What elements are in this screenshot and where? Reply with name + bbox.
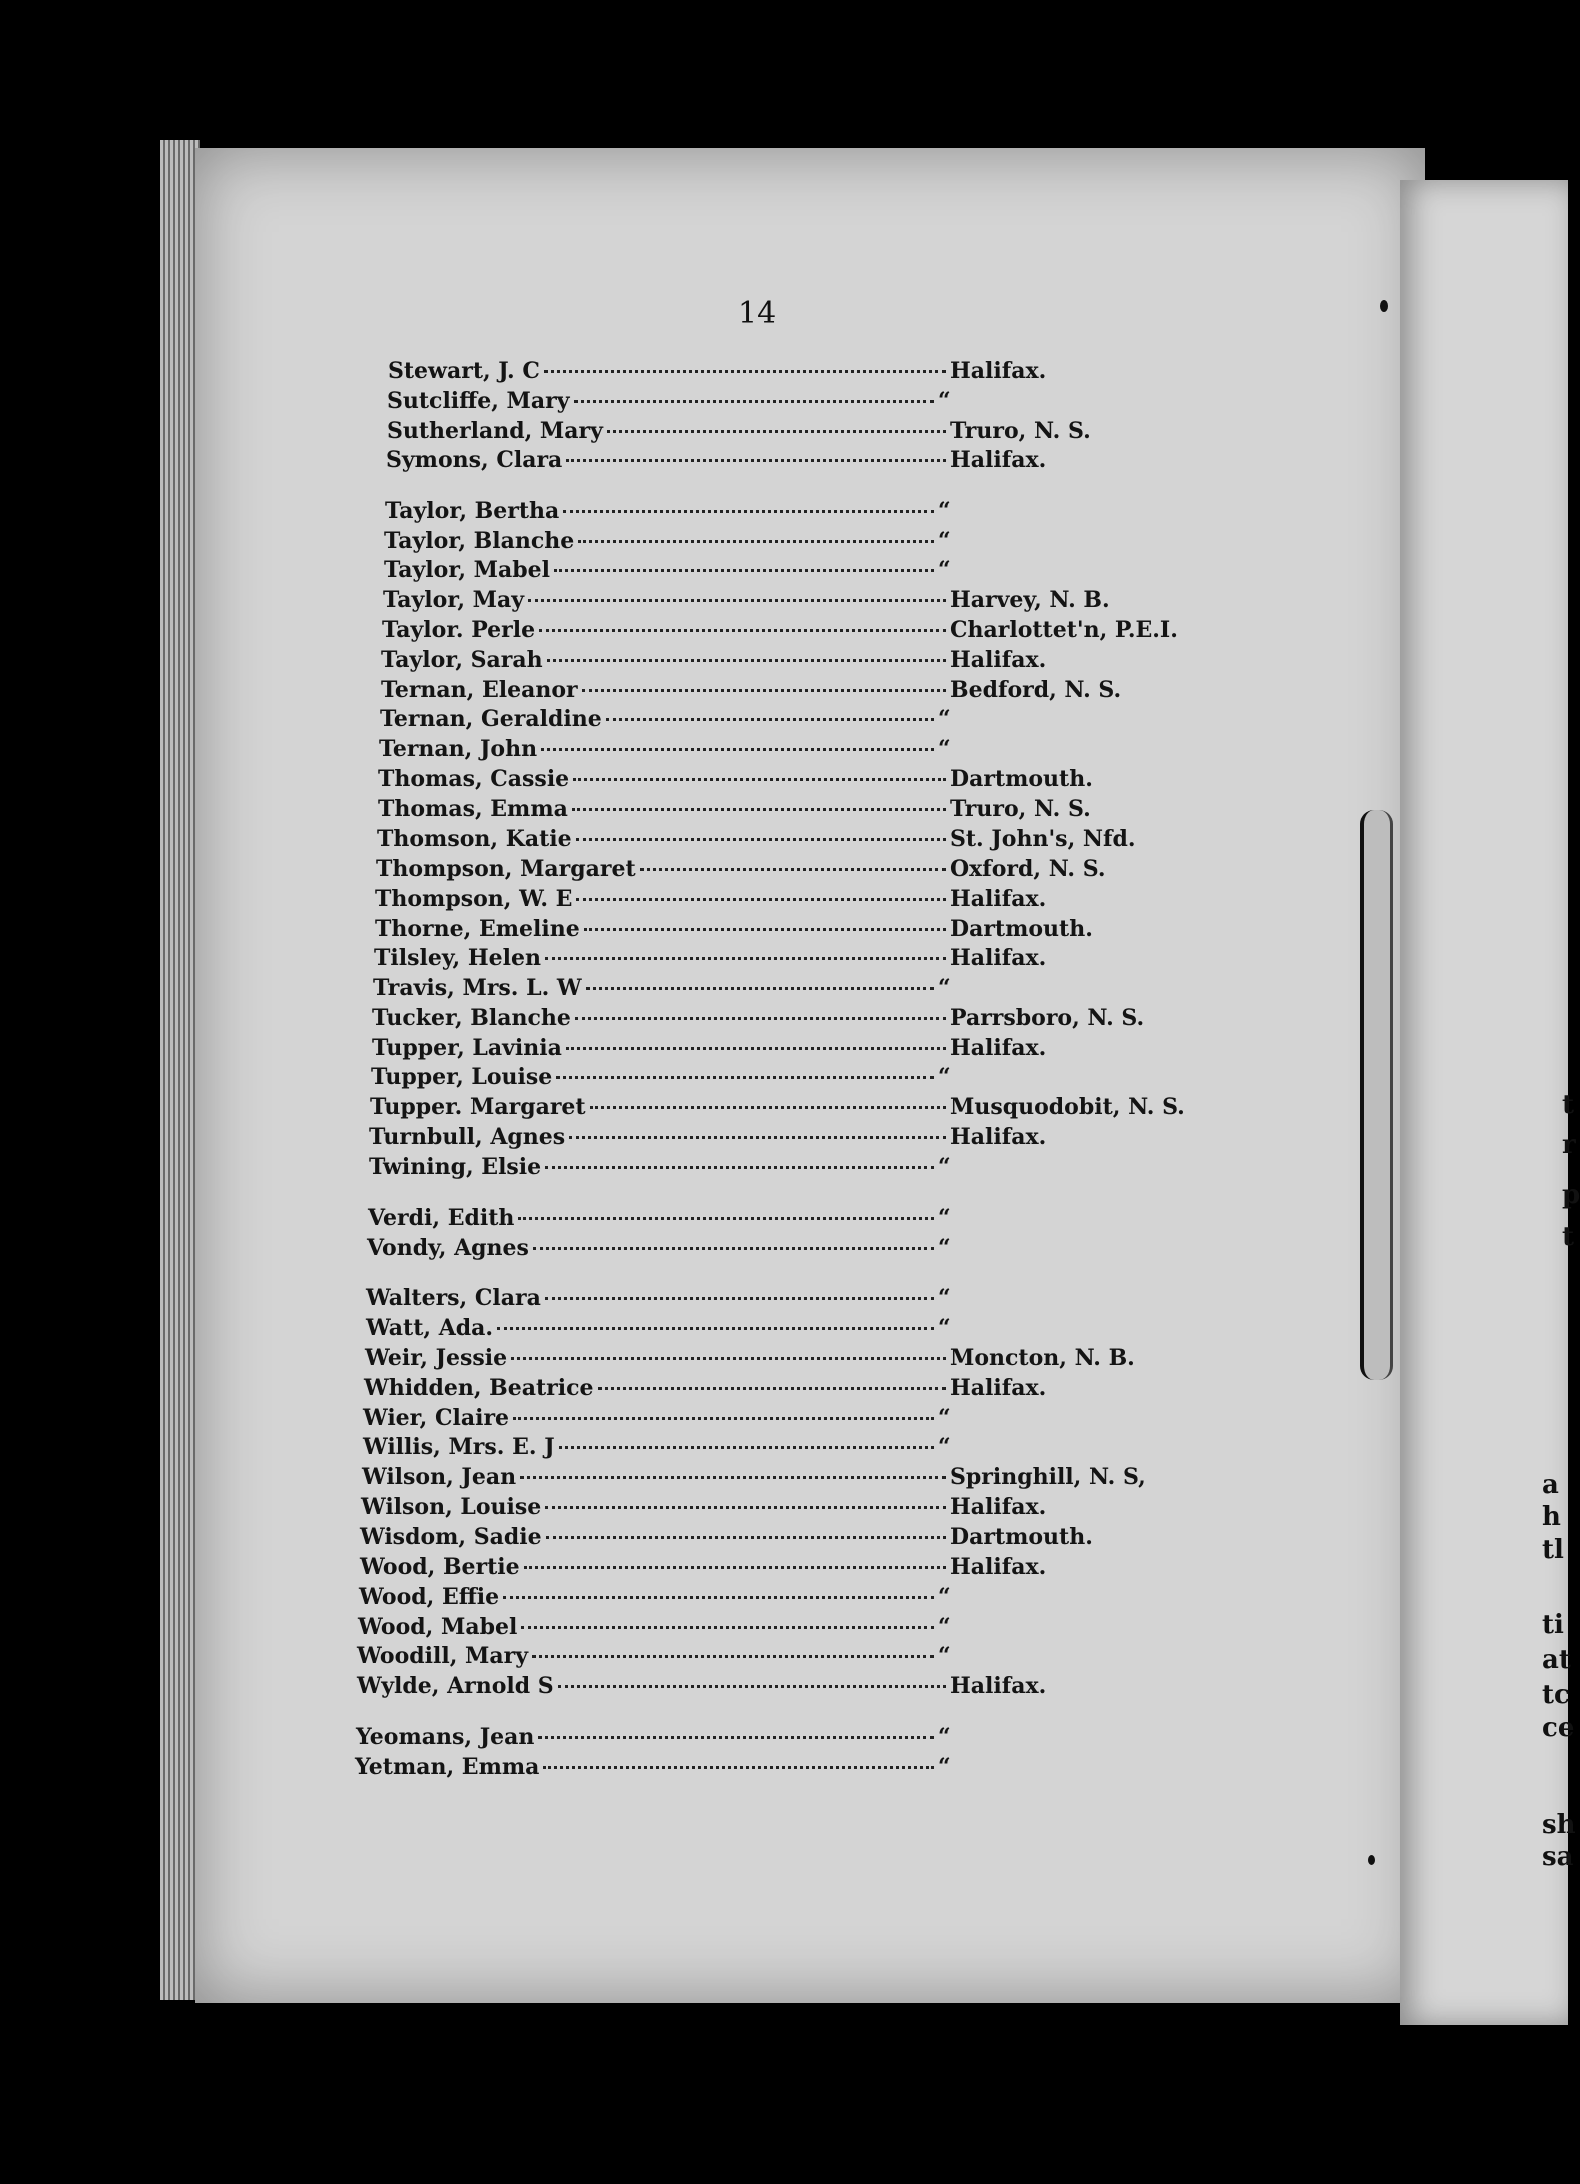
entry-name: Travis, Mrs. L. W xyxy=(373,975,582,1001)
entry-name: Thompson, W. E xyxy=(375,886,573,912)
dot-leader xyxy=(573,778,946,781)
entry-name: Taylor, Bertha xyxy=(385,498,560,524)
entry-place: Truro, N. S. xyxy=(950,418,1091,444)
list-item xyxy=(363,1434,1243,1464)
entry-name: Wilson, Jean xyxy=(362,1464,517,1490)
dot-leader xyxy=(546,1536,946,1539)
entry-place: “ xyxy=(938,528,951,554)
entry-name: Symons, Clara xyxy=(386,447,563,473)
list-item xyxy=(370,1094,1250,1124)
dot-leader xyxy=(606,718,934,721)
entry-name: Tupper. Margaret xyxy=(370,1094,586,1120)
entry-place: Dartmouth. xyxy=(950,916,1093,942)
facing-page-fragment: t xyxy=(1562,1222,1575,1252)
dot-leader xyxy=(545,957,946,960)
dot-leader xyxy=(607,430,946,433)
entry-place: Halifax. xyxy=(950,886,1047,912)
dot-leader xyxy=(544,370,946,373)
entry-name: Willis, Mrs. E. J xyxy=(363,1434,555,1460)
facing-page xyxy=(1400,180,1568,2025)
dot-leader xyxy=(554,569,934,572)
dot-leader xyxy=(503,1596,934,1599)
list-item xyxy=(369,1124,1249,1154)
entry-name: Taylor, May xyxy=(383,587,525,613)
list-item xyxy=(365,1345,1245,1375)
dot-leader xyxy=(524,1566,946,1569)
list-item xyxy=(376,856,1256,886)
entry-place: Halifax. xyxy=(950,1494,1047,1520)
dot-leader xyxy=(539,629,946,632)
dot-leader xyxy=(590,1106,946,1109)
list-item xyxy=(366,1285,1246,1315)
entry-name: Wier, Claire xyxy=(363,1405,510,1431)
list-item xyxy=(381,677,1261,707)
facing-page-fragment: sa xyxy=(1542,1842,1574,1872)
entry-place: Bedford, N. S. xyxy=(950,677,1122,703)
facing-page-fragment: h xyxy=(1542,1502,1561,1532)
facing-page-fragment: ce xyxy=(1542,1713,1575,1743)
entry-place: “ xyxy=(938,1205,951,1231)
entry-place: “ xyxy=(938,706,951,732)
list-item xyxy=(375,916,1255,946)
entry-place: Dartmouth. xyxy=(950,766,1093,792)
entry-place: “ xyxy=(938,1724,951,1750)
dot-leader xyxy=(582,689,946,692)
list-item xyxy=(366,1315,1246,1345)
list-item xyxy=(384,528,1264,558)
list-item xyxy=(361,1494,1241,1524)
entry-place: Halifax. xyxy=(950,447,1047,473)
entry-name: Thorne, Emeline xyxy=(375,916,580,942)
dot-leader xyxy=(563,510,934,513)
dot-leader xyxy=(576,898,946,901)
facing-page-fragment: tl xyxy=(1542,1535,1564,1565)
entry-place: Dartmouth. xyxy=(950,1524,1093,1550)
entry-name: Ternan, John xyxy=(379,736,538,762)
list-item xyxy=(362,1464,1242,1494)
facing-page-fragment: sh xyxy=(1542,1810,1576,1840)
facing-page-fragment: t xyxy=(1562,1090,1575,1120)
list-item xyxy=(373,975,1253,1005)
entry-name: Whidden, Beatrice xyxy=(364,1375,594,1401)
dot-leader xyxy=(513,1417,934,1420)
dot-leader xyxy=(566,459,946,462)
entry-name: Wylde, Arnold S xyxy=(357,1673,554,1699)
list-item xyxy=(388,358,1268,388)
entry-name: Tupper, Lavinia xyxy=(372,1035,562,1061)
list-item xyxy=(364,1375,1244,1405)
entry-place: Oxford, N. S. xyxy=(950,856,1106,882)
entry-name: Stewart, J. C xyxy=(388,358,540,384)
entry-name: Thomas, Emma xyxy=(378,796,568,822)
dot-leader xyxy=(584,928,946,931)
dot-leader xyxy=(569,1136,946,1139)
entry-place: “ xyxy=(938,388,951,414)
entry-place: “ xyxy=(938,1434,951,1460)
list-item xyxy=(360,1554,1240,1584)
entry-name: Ternan, Geraldine xyxy=(380,706,602,732)
entry-name: Walters, Clara xyxy=(366,1285,541,1311)
dot-leader xyxy=(566,1047,946,1050)
list-item xyxy=(372,1035,1252,1065)
list-item xyxy=(360,1524,1240,1554)
entry-name: Yeomans, Jean xyxy=(356,1724,535,1750)
list-item xyxy=(386,447,1266,477)
page-number: 14 xyxy=(738,296,777,331)
entry-name: Taylor, Mabel xyxy=(384,557,550,583)
entry-place: “ xyxy=(938,1754,951,1780)
dot-leader xyxy=(533,1247,934,1250)
dot-leader xyxy=(520,1476,946,1479)
facing-page-fragment: tc xyxy=(1542,1680,1570,1710)
entry-name: Wood, Effie xyxy=(359,1584,500,1610)
dot-leader xyxy=(586,987,934,990)
entry-place: Halifax. xyxy=(950,358,1047,384)
dot-leader xyxy=(545,1297,934,1300)
dot-leader xyxy=(598,1387,947,1390)
entry-place: Charlottet'n, P.E.I. xyxy=(950,617,1178,643)
entry-name: Turnbull, Agnes xyxy=(369,1124,566,1150)
entry-place: “ xyxy=(938,1643,951,1669)
entry-place: Halifax. xyxy=(950,1124,1047,1150)
list-item xyxy=(387,388,1267,418)
entry-name: Taylor, Blanche xyxy=(384,528,575,554)
entry-place: “ xyxy=(938,975,951,1001)
list-item xyxy=(379,736,1259,766)
entry-name: Sutherland, Mary xyxy=(387,418,603,444)
entry-name: Taylor. Perle xyxy=(382,617,536,643)
dot-leader xyxy=(532,1655,934,1658)
entry-place: Halifax. xyxy=(950,1554,1047,1580)
entry-place: Halifax. xyxy=(950,945,1047,971)
entry-place: Parrsboro, N. S. xyxy=(950,1005,1145,1031)
spot-mark xyxy=(1368,1855,1375,1865)
dot-leader xyxy=(541,748,934,751)
list-item xyxy=(363,1405,1243,1435)
facing-page-fragment: a xyxy=(1542,1470,1559,1500)
list-item xyxy=(358,1614,1238,1644)
list-item xyxy=(367,1235,1247,1265)
dot-leader xyxy=(576,838,946,841)
facing-page-fragment: at xyxy=(1542,1645,1571,1675)
list-item xyxy=(355,1754,1235,1784)
entry-place: “ xyxy=(938,1584,951,1610)
entry-place: Moncton, N. B. xyxy=(950,1345,1135,1371)
dot-leader xyxy=(574,400,934,403)
entry-place: Halifax. xyxy=(950,1375,1047,1401)
list-item xyxy=(384,557,1264,587)
list-item xyxy=(387,418,1267,448)
entry-name: Twining, Elsie xyxy=(369,1154,542,1180)
entry-name: Woodill, Mary xyxy=(357,1643,529,1669)
entry-place: Harvey, N. B. xyxy=(950,587,1110,613)
entry-name: Wood, Bertie xyxy=(360,1554,520,1580)
facing-page-fragment: r xyxy=(1562,1130,1576,1160)
dot-leader xyxy=(578,540,934,543)
dot-leader xyxy=(545,1506,946,1509)
entry-name: Thompson, Margaret xyxy=(376,856,636,882)
entry-name: Vondy, Agnes xyxy=(367,1235,529,1261)
list-item xyxy=(378,796,1258,826)
entry-name: Wisdom, Sadie xyxy=(360,1524,542,1550)
dot-leader xyxy=(556,1076,934,1079)
spot-mark xyxy=(1380,300,1388,312)
dot-leader xyxy=(543,1766,934,1769)
list-item xyxy=(357,1673,1237,1703)
entry-name: Wood, Mabel xyxy=(358,1614,518,1640)
list-item xyxy=(374,945,1254,975)
list-item xyxy=(368,1205,1248,1235)
entry-place: Halifax. xyxy=(950,1035,1047,1061)
entry-place: St. John's, Nfd. xyxy=(950,826,1136,852)
list-item xyxy=(371,1064,1251,1094)
list-item xyxy=(383,587,1263,617)
list-item xyxy=(378,766,1258,796)
facing-page-fragment: p xyxy=(1562,1180,1580,1210)
page-edge-left xyxy=(160,140,200,2000)
entry-name: Thomson, Katie xyxy=(377,826,572,852)
entry-name: Weir, Jessie xyxy=(365,1345,508,1371)
dot-leader xyxy=(640,868,946,871)
list-item xyxy=(369,1154,1249,1184)
entry-name: Tupper, Louise xyxy=(371,1064,553,1090)
entry-place: Truro, N. S. xyxy=(950,796,1091,822)
list-item xyxy=(380,706,1260,736)
list-item xyxy=(381,647,1261,677)
list-item xyxy=(356,1724,1236,1754)
dot-leader xyxy=(572,808,946,811)
book-gutter xyxy=(1360,810,1393,1380)
entry-name: Yetman, Emma xyxy=(355,1754,540,1780)
entry-place: Halifax. xyxy=(950,647,1047,673)
entry-name: Watt, Ada. xyxy=(366,1315,494,1341)
list-item xyxy=(382,617,1262,647)
entry-place: “ xyxy=(938,1064,951,1090)
entry-place: Halifax. xyxy=(950,1673,1047,1699)
entry-place: “ xyxy=(938,1154,951,1180)
facing-page-fragment: ti xyxy=(1542,1610,1564,1640)
entry-name: Wilson, Louise xyxy=(361,1494,542,1520)
entry-place: “ xyxy=(938,736,951,762)
list-item xyxy=(357,1643,1237,1673)
entry-place: “ xyxy=(938,498,951,524)
dot-leader xyxy=(545,1166,934,1169)
dot-leader xyxy=(538,1736,934,1739)
entry-name: Tilsley, Helen xyxy=(374,945,541,971)
entry-name: Sutcliffe, Mary xyxy=(387,388,570,414)
dot-leader xyxy=(518,1217,934,1220)
entry-name: Tucker, Blanche xyxy=(372,1005,571,1031)
entry-place: “ xyxy=(938,1614,951,1640)
list-item xyxy=(359,1584,1239,1614)
dot-leader xyxy=(521,1626,934,1629)
entry-name: Ternan, Eleanor xyxy=(381,677,578,703)
dot-leader xyxy=(497,1327,934,1330)
entry-place: “ xyxy=(938,1405,951,1431)
dot-leader xyxy=(547,659,946,662)
entry-name: Taylor, Sarah xyxy=(381,647,543,673)
entry-place: “ xyxy=(938,1235,951,1261)
dot-leader xyxy=(558,1685,946,1688)
entry-name: Thomas, Cassie xyxy=(378,766,570,792)
entry-place: “ xyxy=(938,1315,951,1341)
entry-place: “ xyxy=(938,557,951,583)
list-item xyxy=(377,826,1257,856)
entry-place: Springhill, N. S, xyxy=(950,1464,1146,1490)
entry-place: “ xyxy=(938,1285,951,1311)
dot-leader xyxy=(528,599,946,602)
dot-leader xyxy=(559,1446,934,1449)
list-item xyxy=(385,498,1265,528)
dot-leader xyxy=(511,1357,946,1360)
list-item xyxy=(372,1005,1252,1035)
dot-leader xyxy=(575,1017,946,1020)
list-item xyxy=(375,886,1255,916)
entry-name: Verdi, Edith xyxy=(368,1205,515,1231)
entry-place: Musquodobit, N. S. xyxy=(950,1094,1185,1120)
